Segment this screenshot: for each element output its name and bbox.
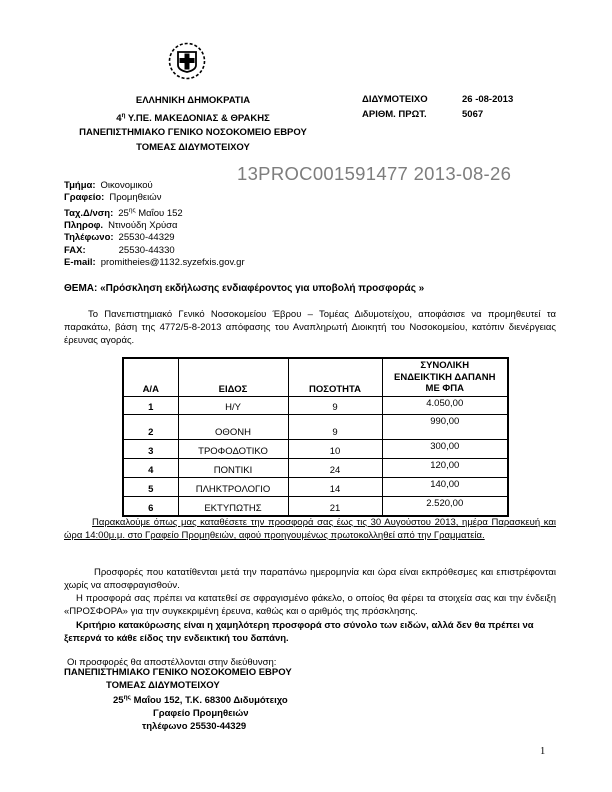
table-row bbox=[123, 477, 508, 496]
page-number: 1 bbox=[540, 746, 546, 757]
org-line-2: $4^\eta$ Υ.ΠΕ. ΜΑΚΕΔΟΝΙΑΣ & ΘΡΑΚΗΣ bbox=[116, 111, 270, 124]
cell-aa: 6 bbox=[123, 496, 178, 516]
subject-line: ΘΕΜΑ: «Πρόσκληση εκδήλωσης ενδιαφέροντος για υποβολή προσφοράς » bbox=[64, 283, 425, 294]
cell-qty: 9 bbox=[288, 414, 382, 439]
deadline-paragraph: Παρακαλούμε όπως μας καταθέσετε την προσφορά σας έως τις 30 Αυγούστου 2013, ημέρα Παρασκευή και ώρα 14:00μ.μ. στο Γραφείο Προμηθειών, αφού προηγουμένως πρωτοκολληθεί από την Γραμματεία. bbox=[64, 517, 556, 541]
issue-date: 26 -08-2013 bbox=[462, 94, 514, 105]
cell-aa: 1 bbox=[123, 396, 178, 414]
table-row bbox=[123, 496, 508, 516]
table-row bbox=[123, 458, 508, 477]
office-value: Προμηθειών bbox=[109, 192, 162, 204]
col-header-aa: Α/Α bbox=[123, 358, 178, 396]
coat-of-arms-icon bbox=[167, 41, 207, 81]
info-person-value: Ντινούδη Χρύσα bbox=[108, 220, 178, 232]
award-criterion-paragraph: Κριτήριο κατακύρωσης είναι η χαμηλότερη προσφορά στο σύνολο των ειδών, αλλά δεν θα πρέπει να ξεπερνά το κάθε είδος την ενδεικτική του δαπάνη. bbox=[64, 620, 534, 644]
letterhead-org-block bbox=[62, 94, 324, 155]
department-label: Τμήμα: bbox=[64, 180, 96, 191]
cell-cost: 140,00 bbox=[382, 477, 508, 496]
mailing-address-block bbox=[64, 667, 292, 733]
org-line-4: ΤΟΜΕΑΣ ΔΙΔΥΜΟΤΕΙΧΟΥ bbox=[136, 141, 250, 153]
org-line-3: ΠΑΝΕΠΙΣΤΗΜΙΑΚΟ ΓΕΝΙΚΟ ΝΟΣΟΚΟΜΕΙΟ ΕΒΡΟΥ bbox=[79, 127, 307, 139]
cell-item: ΕΚΤΥΠΩΤΗΣ bbox=[178, 496, 288, 516]
fax-value: 25530-44330 bbox=[118, 244, 175, 256]
info-person-label: Πληροφ. bbox=[64, 220, 104, 232]
email-row bbox=[64, 257, 245, 269]
items-table bbox=[122, 357, 509, 517]
cell-item: ΠΛΗΚΤΡΟΛΟΓΙΟ bbox=[178, 477, 288, 496]
cell-qty: 24 bbox=[288, 458, 382, 477]
cell-cost: 2.520,00 bbox=[382, 496, 508, 516]
address-line-5: τηλέφωνο 25530-44329 bbox=[142, 720, 247, 732]
cell-aa: 4 bbox=[123, 458, 178, 477]
address-line-4: Γραφείο Προμηθειών bbox=[153, 707, 249, 719]
col-header-item: ΕΙΔΟΣ bbox=[178, 358, 288, 396]
cell-item: ΤΡΟΦΟΔΟΤΙΚΟ bbox=[178, 439, 288, 458]
letterhead-protocol-block bbox=[362, 94, 513, 121]
phone-label: Τηλέφωνο: bbox=[64, 232, 114, 244]
cell-item: ΟΘΟΝΗ bbox=[178, 414, 288, 439]
postal-address-value: $25^{\eta\varsigma}$ Μαΐου 152 bbox=[118, 206, 183, 219]
col-header-qty: ΠΟΣΟΤΗΤΑ bbox=[288, 358, 382, 396]
table-row bbox=[123, 396, 508, 414]
kimdis-registry-stamp: 13PROC001591477 2013-08-26 bbox=[237, 163, 512, 184]
org-line-1: ΕΛΛΗΝΙΚΗ ΔΗΜΟΚΡΑΤΙΑ bbox=[135, 95, 251, 106]
cell-cost: 990,00 bbox=[382, 414, 508, 439]
cell-item: ΠΟΝΤΙΚΙ bbox=[178, 458, 288, 477]
info-person-row bbox=[64, 220, 245, 232]
intro-paragraph: Το Πανεπιστημιακό Γενικό Νοσοκομείου Έβρου – Τομέας Διδυμοτείχου, αποφάσισε να προμηθευτεί τα παρακάτω, βάση της 4772/5-8-2013 απόφασης του Αναπληρωτή Διοικητή του Νοσοκομείου, κατόπιν διενέργειας έρευνας αγοράς. bbox=[64, 309, 556, 346]
postal-address-row bbox=[64, 205, 245, 220]
col-header-cost: ΣΥΝΟΛΙΚΗ ΕΝΔΕΙΚΤΙΚΗ ΔΑΠΑΝΗ ΜΕ ΦΠΑ bbox=[382, 358, 508, 396]
address-line-1: ΠΑΝΕΠΙΣΤΗΜΙΑΚΟ ΓΕΝΙΚΟ ΝΟΣΟΚΟΜΕΙΟ ΕΒΡΟΥ bbox=[64, 667, 292, 678]
cell-aa: 3 bbox=[123, 439, 178, 458]
contact-block bbox=[64, 180, 245, 269]
fax-row bbox=[64, 245, 245, 257]
phone-row bbox=[64, 232, 245, 244]
address-line-3: $25^{\eta\varsigma}$ Μαΐου 152, Τ.Κ. 68300 Διδυμότειχο bbox=[113, 694, 288, 707]
protocol-label: ΑΡΙΘΜ. ΠΡΩΤ. bbox=[362, 108, 427, 120]
department-value: Οικονομικού bbox=[100, 180, 153, 191]
cell-cost: 4.050,00 bbox=[382, 396, 508, 414]
envelope-paragraph: Η προσφορά σας πρέπει να κατατεθεί σε σφραγισμένο φάκελο, ο οποίος θα φέρει τα στοιχεία σας και την ένδειξη «ΠΡΟΣΦΟΡΑ» για την συγκεκριμένη έρευνα, καθώς και ο αριθμός της πρόσκλησης. bbox=[64, 593, 556, 617]
late-offers-paragraph: Προσφορές που κατατίθενται μετά την παραπάνω ημερομηνία και ώρα είναι εκπρόθεσμες και επιστρέφονται χωρίς να αποσφραγισθούν. bbox=[64, 567, 556, 591]
email-label: E-mail: bbox=[64, 256, 96, 268]
email-value: promitheies@1132.syzefxis.gov.gr bbox=[100, 256, 245, 268]
office-label: Γραφείο: bbox=[64, 192, 105, 204]
cell-cost: 120,00 bbox=[382, 458, 508, 477]
fax-label: FAX: bbox=[64, 244, 86, 256]
department-row bbox=[64, 180, 245, 192]
table-row bbox=[123, 439, 508, 458]
cell-qty: 14 bbox=[288, 477, 382, 496]
postal-address-label: Ταχ.Δ/νση: bbox=[64, 207, 114, 219]
address-line-2: ΤΟΜΕΑΣ ΔΙΔΥΜΟΤΕΙΧΟΥ bbox=[106, 679, 220, 691]
cell-qty: 21 bbox=[288, 496, 382, 516]
cell-aa: 5 bbox=[123, 477, 178, 496]
table-row bbox=[123, 414, 508, 439]
office-row bbox=[64, 192, 245, 204]
cell-qty: 10 bbox=[288, 439, 382, 458]
cell-cost: 300,00 bbox=[382, 439, 508, 458]
cell-qty: 9 bbox=[288, 396, 382, 414]
protocol-number: 5067 bbox=[462, 108, 484, 120]
cell-item: Η/Υ bbox=[178, 396, 288, 414]
table-header-row bbox=[123, 358, 508, 396]
cell-aa: 2 bbox=[123, 414, 178, 439]
send-address-intro: Οι προσφορές θα αποστέλλονται στην διεύθυνση: bbox=[67, 657, 277, 668]
issue-city-label: ΔΙΔΥΜΟΤΕΙΧΟ bbox=[362, 94, 428, 105]
phone-value: 25530-44329 bbox=[118, 232, 175, 244]
